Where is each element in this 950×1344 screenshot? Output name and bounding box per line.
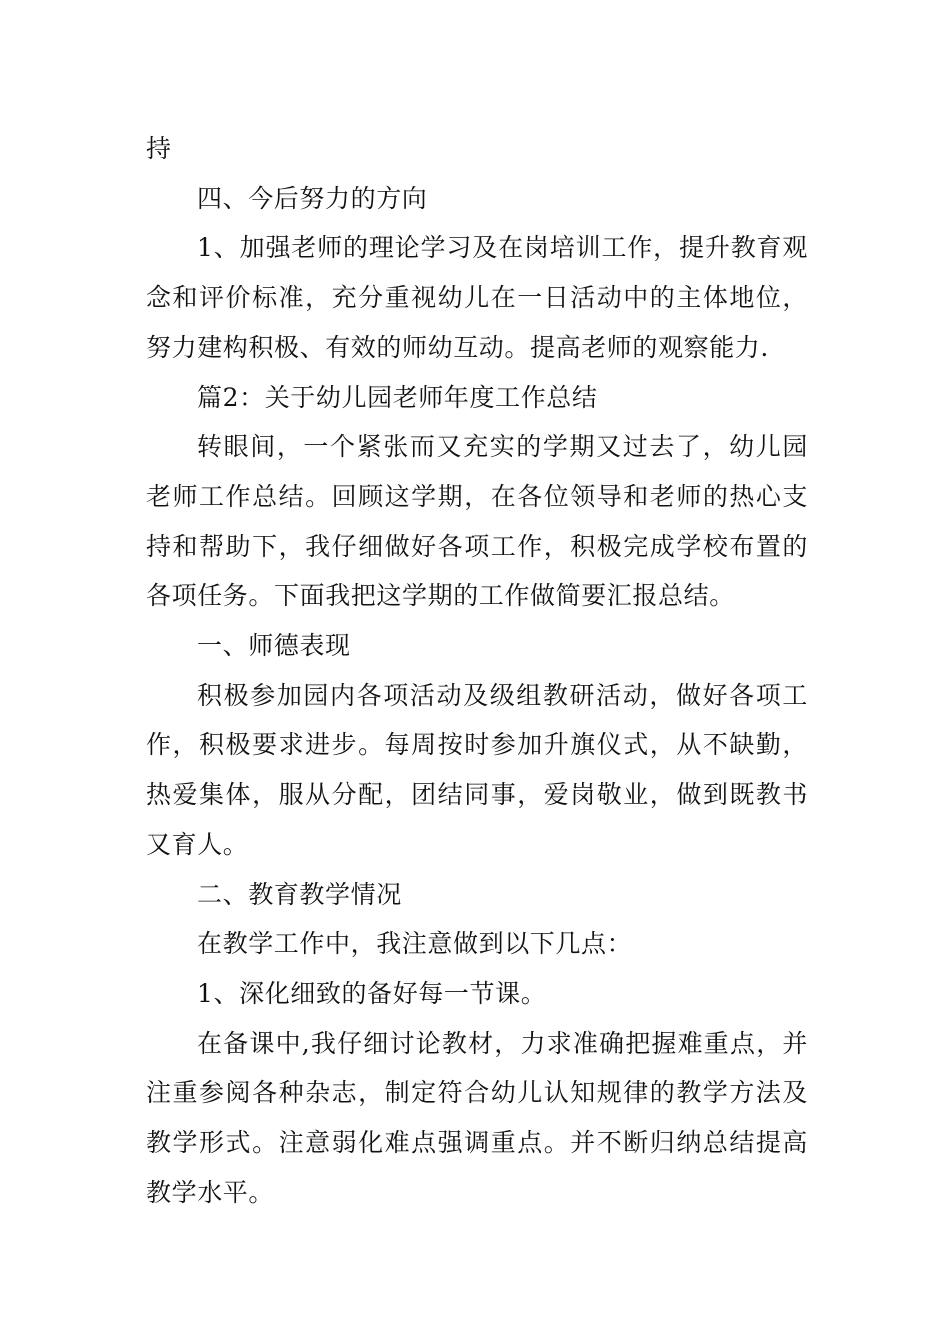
paragraph-ethics: 积极参加园内各项活动及级组教研活动，做好各项工作，积极要求进步。每周按时参加升旗仪式，从不缺勤，热爱集体，服从分配，团结同事，爱岗敬业，做到既教书又育人。 — [146, 680, 808, 859]
paragraph-lesson-prep: 在备课中,我仔细讨论教材，力求准确把握难重点，并注重参阅各种杂志，制定符合幼儿认知规律的教学方法及教学形式。注意弱化难点强调重点。并不断归纳总结提高教学水平。 — [146, 1028, 808, 1207]
section-heading-teaching: 二、教育教学情况 — [197, 879, 402, 909]
article-title: 篇2：关于幼儿园老师年度工作总结 — [197, 382, 598, 412]
paragraph-teacher-training: 1、加强老师的理论学习及在岗培训工作，提升教育观念和评价标准，充分重视幼儿在一日活动中的主体地位，努力建构积极、有效的师幼互动。提高老师的观察能力. — [146, 233, 808, 362]
paragraph-continuation: 持 — [146, 134, 172, 163]
paragraph-teaching-points: 在教学工作中，我注意做到以下几点： — [197, 929, 633, 959]
paragraph-intro: 转眼间，一个紧张而又充实的学期又过去了，幼儿园老师工作总结。回顾这学期，在各位领导和老师的热心支持和帮助下，我仔细做好各项工作，积极完成学校布置的各项任务。下面我把这学期的工作做简要汇报总结。 — [146, 432, 808, 611]
section-heading-future-direction: 四、今后努力的方向 — [197, 183, 428, 213]
section-heading-ethics: 一、师德表现 — [197, 631, 351, 661]
list-item-lesson-prep: 1、深化细致的备好每一节课。 — [197, 978, 547, 1008]
document-body — [146, 124, 808, 1217]
